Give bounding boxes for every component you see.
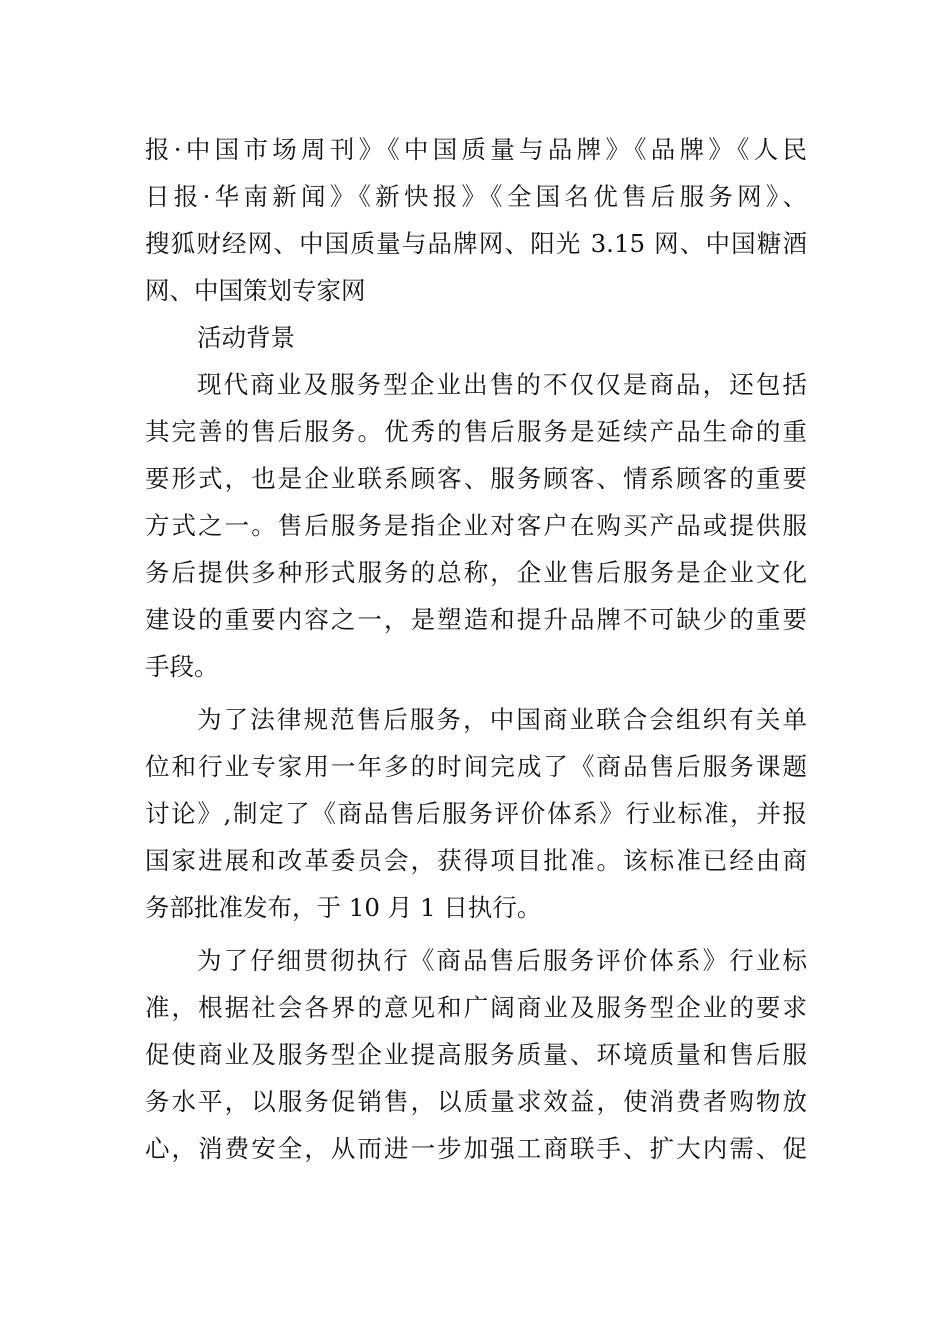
- section-heading: 活动背景: [197, 323, 295, 352]
- text-line: 为了法律规范售后服务，中国商业联合会组织有关单: [197, 705, 807, 734]
- text-line: 手段。: [145, 652, 219, 681]
- text-line: 准，根据社会各界的意见和广阔商业及服务型企业的要求: [145, 993, 807, 1022]
- text-line: 位和行业专家用一年多的时间完成了《商品售后服务课题: [145, 752, 807, 781]
- text-line: 网、中国策划专家网: [145, 276, 366, 305]
- text-line: 务后提供多种形式服务的总称，企业售后服务是企业文化: [145, 558, 807, 587]
- text-line: 国家进展和改革委员会，获得项目批准。该标准已经由商: [145, 846, 807, 875]
- text-line: 要形式，也是企业联系顾客、服务顾客、情系顾客的重要: [145, 464, 807, 493]
- text-line: 促使商业及服务型企业提高服务质量、环境质量和售后服: [145, 1040, 807, 1069]
- body-text: [145, 126, 807, 1172]
- text-line: 日报·华南新闻》《新快报》《全国名优售后服务网》、: [145, 182, 807, 211]
- text-line: 报·中国市场周刊》《中国质量与品牌》《品牌》《人民: [145, 135, 807, 164]
- text-line: 现代商业及服务型企业出售的不仅仅是商品，还包括: [197, 370, 807, 399]
- text-line: 其完善的售后服务。优秀的售后服务是延续产品生命的重: [145, 417, 807, 446]
- text-line: 搜狐财经网、中国质量与品牌网、阳光 3.15 网、中国糖酒: [145, 229, 807, 258]
- text-line: 讨论》,制定了《商品售后服务评价体系》行业标准，并报: [145, 799, 807, 828]
- text-line: 务部批准发布，于 10 月 1 日执行。: [145, 893, 542, 922]
- text-line: 务水平，以服务促销售，以质量求效益，使消费者购物放: [145, 1087, 807, 1116]
- text-line: 心，消费安全，从而进一步加强工商联手、扩大内需、促: [145, 1134, 807, 1163]
- text-line: 方式之一。售后服务是指企业对客户在购买产品或提供服: [145, 511, 807, 540]
- text-line: 为了仔细贯彻执行《商品售后服务评价体系》行业标: [197, 946, 807, 975]
- text-line: 建设的重要内容之一，是塑造和提升品牌不可缺少的重要: [145, 605, 807, 634]
